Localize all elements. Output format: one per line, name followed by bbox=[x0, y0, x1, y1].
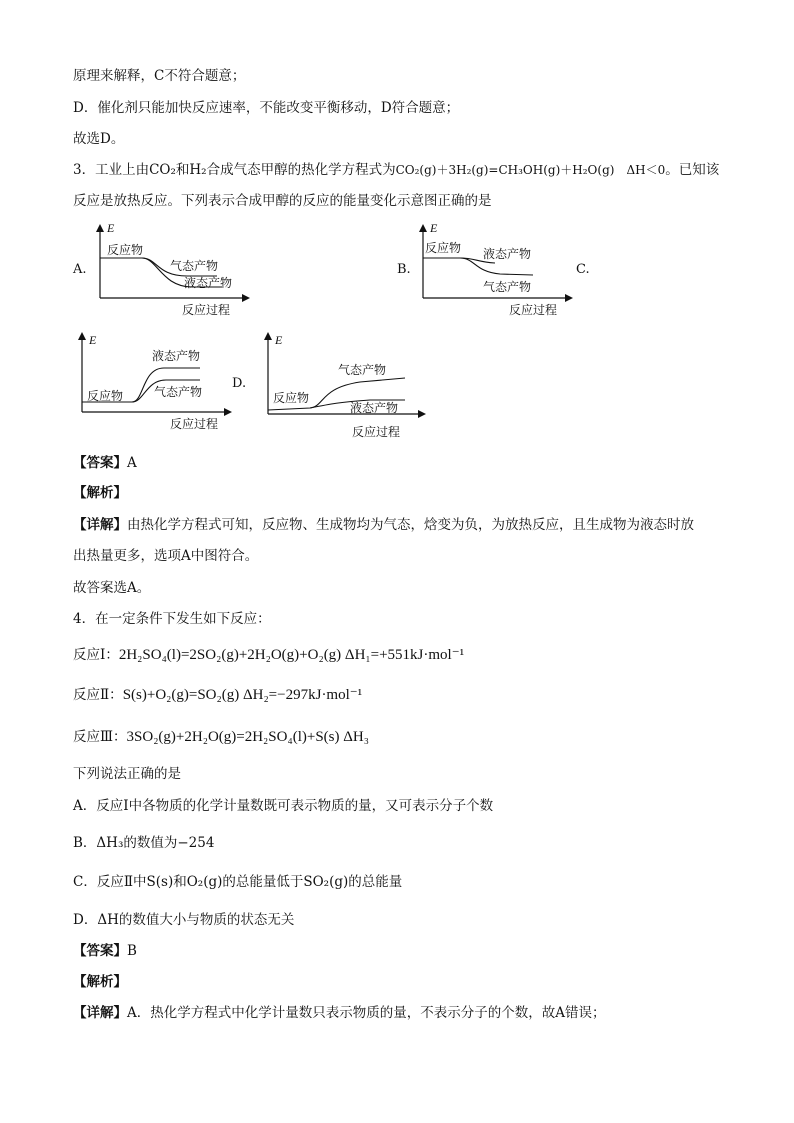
question-4-option-a: A．反应Ⅰ中各物质的化学计量数既可表示物质的量，又可表示分子个数 bbox=[73, 798, 494, 814]
option-b-label: B. bbox=[397, 262, 411, 277]
liquid-product-label: 液态产物 bbox=[152, 349, 201, 363]
question-4-stem: 4．在一定条件下发生如下反应： bbox=[73, 611, 271, 627]
analysis-3 bbox=[73, 483, 127, 503]
reactant-label: 反应物 bbox=[107, 243, 144, 257]
text-line: 故选D。 bbox=[73, 131, 125, 147]
q3-prefix: 3．工业上由 bbox=[73, 162, 150, 178]
liquid-product-label: 液态产物 bbox=[184, 276, 233, 290]
reaction-2-label: 反应Ⅱ： bbox=[73, 687, 123, 703]
reactant-label: 反应物 bbox=[425, 241, 462, 255]
axis-e-label: E bbox=[430, 221, 438, 235]
question-3-line-1 bbox=[73, 160, 719, 180]
axis-e-label: E bbox=[89, 333, 97, 347]
option-d-label: D. bbox=[232, 376, 247, 391]
detail-tag: 【详解】 bbox=[73, 517, 127, 533]
diagram-d bbox=[260, 330, 430, 440]
option-a-label: A. bbox=[73, 262, 87, 277]
question-4-option-b: B．ΔH₃的数值为−254 bbox=[73, 835, 215, 851]
reaction-1-label: 反应Ⅰ： bbox=[73, 647, 119, 663]
analysis-tag: 【解析】 bbox=[73, 485, 127, 501]
reaction-1 bbox=[73, 645, 464, 665]
analysis-4 bbox=[73, 972, 127, 992]
question-4-option-d: D．ΔH的数值大小与物质的状态无关 bbox=[73, 912, 295, 928]
question-3-line-2: 反应是放热反应。下列表示合成甲醇的反应的能量变化示意图正确的是 bbox=[73, 193, 492, 209]
axis-e-label: E bbox=[275, 333, 283, 347]
gas-product-label: 气态产物 bbox=[338, 363, 387, 377]
q3-and: 和 bbox=[175, 162, 190, 178]
reaction-1-equation: 2H₂SO₄(l)=2SO₂(g)+2H₂O(g)+O₂(g) ΔH₁=+551kJ·mol⁻¹ bbox=[118, 647, 465, 663]
reaction-3 bbox=[73, 727, 369, 747]
q3-equation: CO₂(g)＋3H₂(g)=CH₃OH(g)＋H₂O(g) ΔH＜0 bbox=[395, 163, 666, 177]
answer-tag: 【答案】 bbox=[73, 455, 127, 471]
gas-product-label: 气态产物 bbox=[170, 259, 219, 273]
gas-product-label: 气态产物 bbox=[154, 385, 203, 399]
diagram-c bbox=[74, 330, 234, 434]
q3-mid: 合成气态甲醇的热化学方程式为 bbox=[206, 162, 396, 178]
detail-tag: 【详解】 bbox=[73, 1005, 127, 1021]
x-axis-label: 反应过程 bbox=[352, 425, 401, 439]
diagram-a bbox=[92, 220, 252, 320]
x-axis-label: 反应过程 bbox=[509, 303, 558, 317]
reactant-label: 反应物 bbox=[273, 391, 310, 405]
diagram-b bbox=[415, 220, 575, 320]
gas-product-label: 气态产物 bbox=[483, 280, 532, 294]
x-axis-label: 反应过程 bbox=[170, 417, 219, 431]
detail-text: A．热化学方程式中化学计量数只表示物质的量，不表示分子的个数，故A错误； bbox=[127, 1005, 606, 1021]
answer-value: A bbox=[127, 455, 137, 471]
q3-co2: CO₂ bbox=[149, 162, 176, 178]
answer-value: B bbox=[127, 943, 137, 959]
question-4-option-c: C．反应Ⅱ中S(s)和O₂(g)的总能量低于SO₂(g)的总能量 bbox=[73, 874, 403, 890]
text-line: 原理来解释，C不符合题意； bbox=[73, 68, 246, 84]
q3-post: 。已知该 bbox=[665, 162, 720, 178]
axis-e-label: E bbox=[107, 221, 115, 235]
reaction-2-equation: S(s)+O₂(g)=SO₂(g) ΔH₂=−297kJ·mol⁻¹ bbox=[122, 687, 363, 703]
question-4-ask: 下列说法正确的是 bbox=[73, 766, 181, 782]
x-axis-label: 反应过程 bbox=[182, 303, 231, 317]
reaction-3-equation: 3SO₂(g)+2H₂O(g)=2H₂SO₄(l)+S(s) ΔH₃ bbox=[126, 729, 369, 745]
detail-text: 由热化学方程式可知，反应物、生成物均为气态，焓变为负，为放热反应，且生成物为液态时放 bbox=[127, 517, 694, 533]
conclusion-3: 故答案选A。 bbox=[73, 580, 151, 596]
reactant-label: 反应物 bbox=[87, 389, 124, 403]
text-line: D．催化剂只能加快反应速率，不能改变平衡移动，D符合题意； bbox=[73, 100, 460, 116]
liquid-product-label: 液态产物 bbox=[350, 401, 399, 415]
answer-3 bbox=[73, 453, 137, 473]
detail-4-line-1 bbox=[73, 1003, 606, 1023]
option-c-label: C. bbox=[576, 262, 590, 277]
analysis-tag: 【解析】 bbox=[73, 974, 127, 990]
answer-4 bbox=[73, 941, 137, 961]
reaction-3-label: 反应Ⅲ： bbox=[73, 729, 127, 745]
answer-tag: 【答案】 bbox=[73, 943, 127, 959]
liquid-product-label: 液态产物 bbox=[483, 247, 532, 261]
q3-h2: H₂ bbox=[189, 162, 207, 178]
detail-3-line-1 bbox=[73, 515, 694, 535]
detail-3-line-2: 出热量更多，选项A中图符合。 bbox=[73, 548, 259, 564]
reaction-2 bbox=[73, 685, 362, 705]
